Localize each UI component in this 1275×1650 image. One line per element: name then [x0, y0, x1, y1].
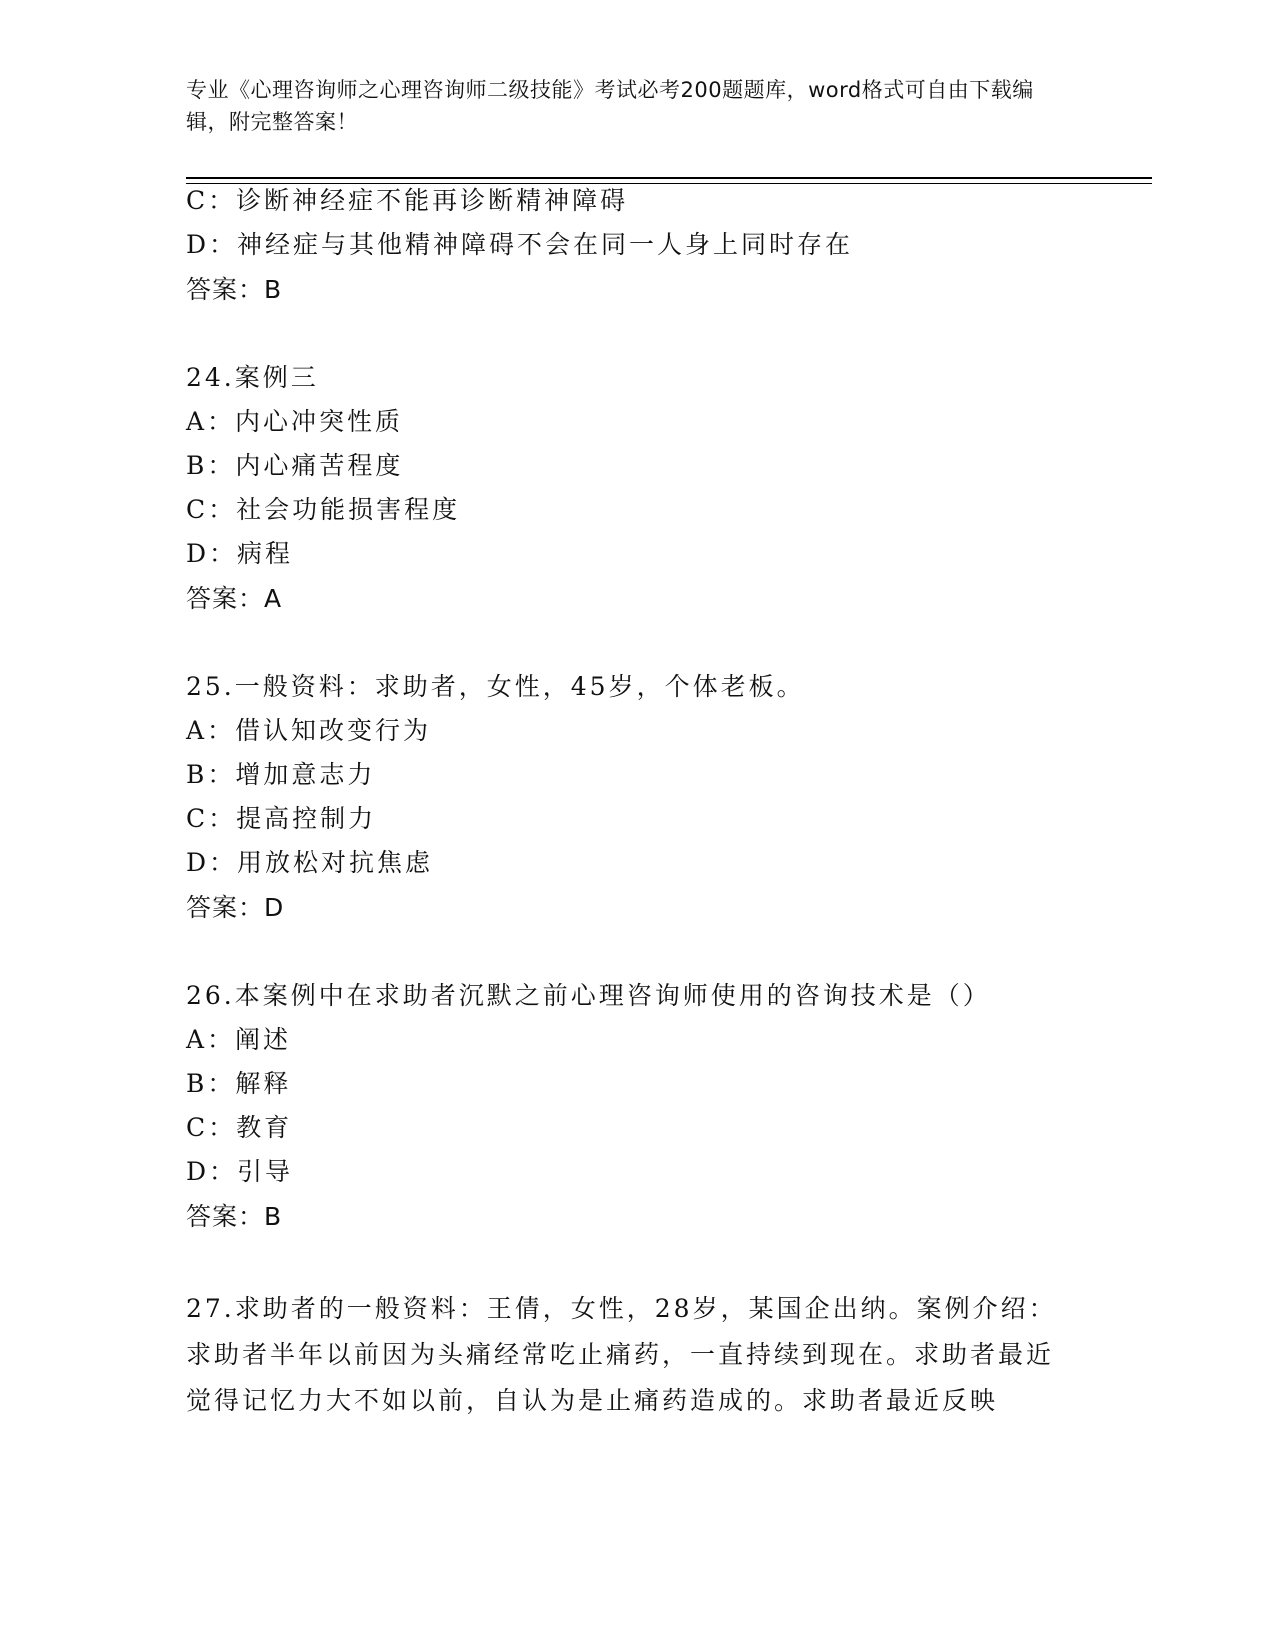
q24-option-d: D：病程 [186, 539, 294, 568]
q26-option-b: B：解释 [186, 1069, 292, 1098]
q26-option-c: C：教育 [186, 1113, 293, 1142]
q24-option-a: A：内心冲突性质 [186, 407, 404, 436]
q23-answer: 答案：B [186, 275, 283, 304]
header-rule-top [186, 177, 1152, 179]
q24-option-c: C：社会功能损害程度 [186, 495, 461, 524]
q24-option-b: B：内心痛苦程度 [186, 451, 404, 480]
q26-question: 26.本案例中在求助者沉默之前心理咨询师使用的咨询技术是（） [186, 981, 991, 1010]
q25-option-d: D：用放松对抗焦虑 [186, 848, 434, 877]
document-header: 专业《心理咨询师之心理咨询师二级技能》考试必考200题题库，word格式可自由下载编辑，附完整答案！ [186, 78, 1034, 134]
q24-question: 24.案例三 [186, 363, 319, 392]
q26-option-d: D：引导 [186, 1157, 294, 1186]
q23-option-c: C：诊断神经症不能再诊断精神障碍 [186, 186, 629, 215]
q24-answer: 答案：A [186, 584, 283, 613]
q25-question: 25.一般资料：求助者，女性，45岁，个体老板。 [186, 672, 805, 701]
header-rule-bottom [186, 183, 1152, 184]
q23-option-d: D：神经症与其他精神障碍不会在同一人身上同时存在 [186, 230, 854, 259]
q25-option-b: B：增加意志力 [186, 760, 376, 789]
q25-option-a: A：借认知改变行为 [186, 716, 432, 745]
q26-option-a: A：阐述 [186, 1025, 292, 1054]
q26-answer: 答案：B [186, 1202, 283, 1231]
q25-answer: 答案：D [186, 893, 285, 922]
q27-question: 27.求助者的一般资料：王倩，女性，28岁，某国企出纳。案例介绍：求助者半年以前因为头痛经常吃止痛药，一直持续到现在。求助者最近觉得记忆力大不如以前，自认为是止痛药造成的。求助者最近反映 [186, 1294, 1057, 1415]
q25-option-c: C：提高控制力 [186, 804, 377, 833]
